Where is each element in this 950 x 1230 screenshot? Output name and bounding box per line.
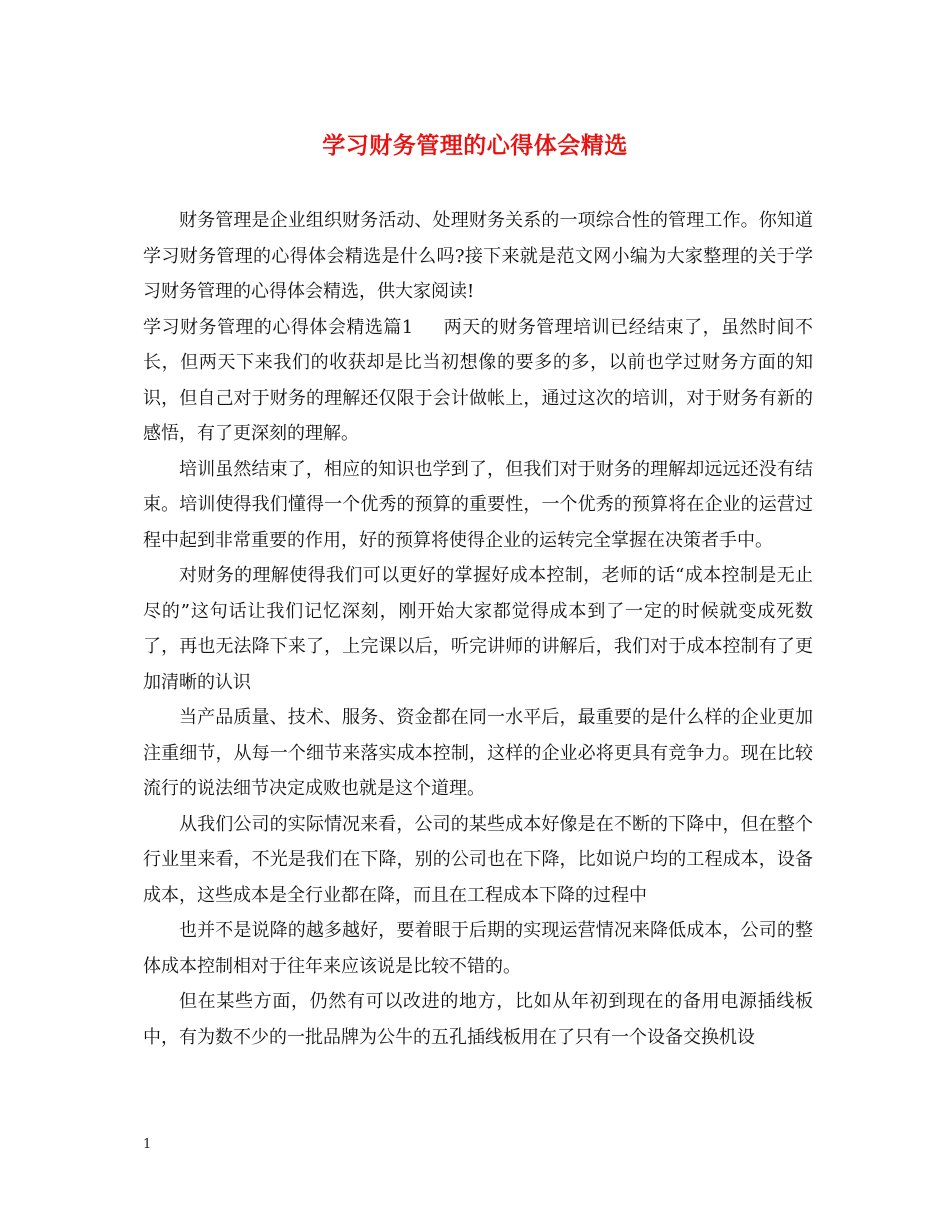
section-first-paragraph bbox=[143, 310, 813, 452]
body-paragraph: 也并不是说降的越多越好，要着眼于后期的实现运营情况来降低成本，公司的整体成本控制相对于往年来应该说是比较不错的。 bbox=[143, 920, 813, 977]
page-number: 1 bbox=[143, 1137, 152, 1152]
body-paragraph: 对财务的理解使得我们可以更好的掌握好成本控制，老师的话“成本控制是无止尽的”这句话让我们记忆深刻，刚开始大家都觉得成本到了一定的时候就变成死数了，再也无法降下来了，上完课以后，听完讲师的讲解后，我们对于成本控制有了更加清晰的认识 bbox=[143, 565, 813, 693]
document-title: 学习财务管理的心得体会精选 bbox=[322, 132, 628, 159]
document-body bbox=[143, 203, 813, 1055]
section-heading: 学习财务管理的心得体会精选篇1 bbox=[143, 316, 414, 338]
intro-paragraph: 财务管理是企业组织财务活动、处理财务关系的一项综合性的管理工作。你知道学习财务管理的心得体会精选是什么吗?接下来就是范文网小编为大家整理的关于学习财务管理的心得体会精选，供大家阅读! bbox=[143, 210, 813, 302]
body-paragraph: 从我们公司的实际情况来看，公司的某些成本好像是在不断的下降中，但在整个行业里来看，不光是我们在下降，别的公司也在下降，比如说户均的工程成本，设备成本，这些成本是全行业都在降，而且在工程成本下降的过程中 bbox=[143, 813, 813, 906]
body-paragraph: 当产品质量、技术、服务、资金都在同一水平后，最重要的是什么样的企业更加注重细节，从每一个细节来落实成本控制，这样的企业必将更具有竞争力。现在比较流行的说法细节决定成败也就是这个道理。 bbox=[143, 707, 813, 799]
body-paragraph: 培训虽然结束了，相应的知识也学到了，但我们对于财务的理解却远远还没有结束。培训使得我们懂得一个优秀的预算的重要性，一个优秀的预算将在企业的运营过程中起到非常重要的作用，好的预算将使得企业的运转完全掌握在决策者手中。 bbox=[143, 458, 813, 551]
body-paragraph: 但在某些方面，仍然有可以改进的地方，比如从年初到现在的备用电源插线板中，有为数不少的一批品牌为公牛的五孔插线板用在了只有一个设备交换机设 bbox=[143, 991, 813, 1048]
section-first-text: 两天的财务管理培训已经结束了，虽然时间不长，但两天下来我们的收获却是比当初想像的要多的多，以前也学过财务方面的知识，但自己对于财务的理解还仅限于会计做帐上，通过这次的培训，对于财务有新的感悟，有了更深刻的理解。 bbox=[143, 316, 813, 444]
